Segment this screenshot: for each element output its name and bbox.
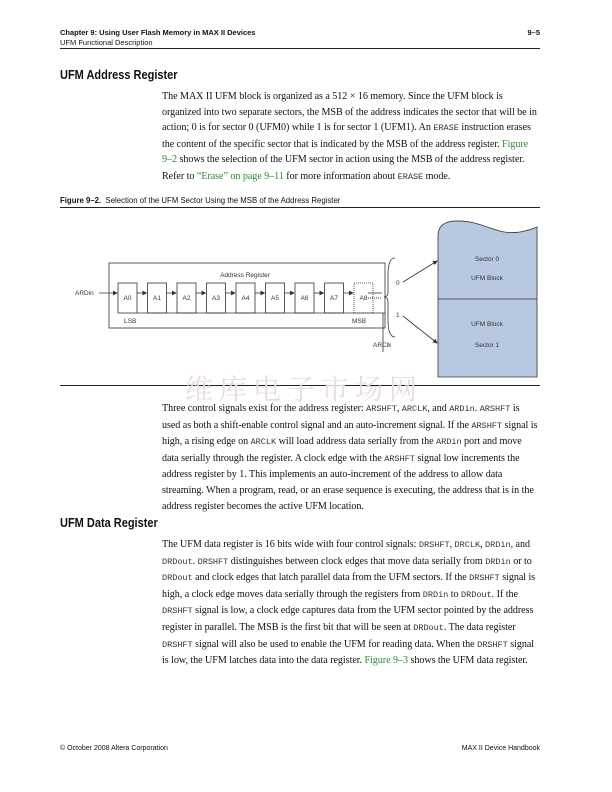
register-cell-label: A0 — [123, 295, 132, 302]
text-run: signal is low, a clock edge captures data from the UFM sector pointed by the address register in parallel. The MSB is the first bit that will be seen at — [162, 605, 534, 633]
sector0-label: Sector 0 — [474, 256, 500, 263]
cross-reference-link[interactable]: “Erase” on page 9–11 — [196, 171, 284, 182]
text-run: is used as both a shift-enable control signal and an auto-increment signal. If the — [162, 403, 520, 431]
text-run: distinguishes between clock edges that move data serially from — [228, 555, 486, 567]
cross-reference-link[interactable]: Figure 9–2 — [162, 138, 529, 166]
text-run: . If the — [491, 588, 518, 600]
paragraph — [162, 401, 540, 514]
register-cell-label: A2 — [182, 295, 191, 302]
code-term: ERASE — [397, 172, 424, 182]
code-term: ARSHFT — [366, 404, 397, 414]
text-run: signal is high, a rising edge on — [162, 419, 538, 448]
lsb-label: LSB — [124, 318, 137, 325]
arclk-label: ARClk — [373, 342, 392, 349]
code-term: DRSHFT — [469, 573, 500, 584]
chapter-title: Chapter 9: Using User Flash Memory in MAX II Devices — [60, 28, 256, 37]
code-term: ARSHFT — [384, 453, 415, 464]
text-run: . The data register — [443, 621, 516, 633]
register-cell-label: A4 — [241, 295, 250, 302]
section-heading: UFM Data Register — [60, 516, 158, 530]
code-term: ERASE — [433, 123, 459, 134]
selector-brace — [384, 258, 395, 337]
text-run: will load address data serially from the — [276, 436, 437, 448]
code-term: DRDin — [422, 589, 449, 600]
code-term: DRSHFT — [197, 556, 229, 567]
text-run: signal is high, a clock edge moves data serially through the registers from — [162, 572, 536, 600]
page-number: 9–5 — [527, 28, 540, 37]
code-term: DRDout — [162, 556, 193, 567]
sector0-block-label: UFM Block — [471, 275, 503, 282]
text-run: Three control signals exist for the address register: — [162, 403, 367, 414]
register-cell-label: A7 — [330, 295, 338, 302]
figure-caption-text: Selection of the UFM Sector Using the MSB of the Address Register — [105, 196, 341, 205]
text-run: The MAX II UFM block is organized as a 512 × 16 memory. Since the UFM block is organized into two separate sectors, the MSB of the address indicates the sector that will be in action; 0 is for sector 0 (UFM0) while 1 is for sector 1 (UFM1). An — [162, 91, 537, 134]
text-run: mode. — [423, 171, 451, 182]
code-term: DRSHFT — [477, 639, 508, 650]
text-run: , — [480, 539, 486, 550]
code-term: ARSHFT — [471, 420, 503, 431]
text-run: , and — [427, 403, 450, 414]
code-term: DRDout — [413, 622, 444, 633]
code-term: ARSHFT — [479, 404, 511, 414]
sector1-block-label: UFM Block — [471, 321, 503, 328]
text-run: , — [449, 539, 455, 550]
code-term: DRDout — [162, 573, 193, 584]
text-run: . — [192, 555, 198, 567]
text-run: , — [396, 403, 402, 414]
register-cell-label: A5 — [271, 295, 279, 302]
text-run: The UFM data register is 16 bits wide with four control signals: — [162, 539, 419, 550]
paragraph — [162, 537, 540, 669]
section-title: UFM Functional Description — [60, 38, 153, 47]
text-run: and clock edges that latch parallel data from the UFM sectors. If the — [192, 572, 470, 584]
footer-handbook: MAX II Device Handbook — [461, 745, 540, 752]
text-run: Refer to — [162, 171, 197, 182]
watermark: 维库电子市场网 — [185, 375, 424, 406]
register-cell-label: A8 — [359, 295, 368, 302]
text-run: . — [474, 403, 480, 414]
code-term: ARDin — [436, 437, 462, 448]
text-run: or to — [510, 555, 532, 567]
text-run: to — [448, 588, 461, 600]
code-term: DRDout — [461, 589, 492, 600]
register-cell-label: A3 — [212, 295, 220, 302]
code-term: DRCLK — [454, 540, 481, 550]
register-cell-label: A1 — [153, 295, 161, 302]
text-run: shows the UFM data register. — [407, 655, 528, 667]
select-0-label: 0 — [396, 280, 400, 287]
address-register-title: Address Register — [220, 272, 270, 279]
text-run: port and move data serially through the register. A clock edge with the — [162, 436, 522, 464]
code-term: DRDin — [485, 540, 511, 550]
code-term: ARCLK — [250, 437, 277, 448]
footer-copyright: © October 2008 Altera Corporation — [60, 745, 168, 752]
text-run: shows the selection of the UFM sector in action using the MSB of the address register. — [177, 154, 525, 166]
code-term: DRSHFT — [162, 639, 193, 650]
ardin-label: ARDin — [75, 290, 94, 297]
cross-reference-link[interactable]: Figure 9–3 — [364, 655, 408, 667]
register-cell-label: A6 — [300, 295, 309, 302]
text-run: signal is low, the UFM latches data into the data register. — [162, 638, 535, 667]
text-run: for more information about — [283, 171, 398, 182]
code-term: ARDin — [449, 404, 475, 414]
figure-number: Figure 9–2. — [60, 196, 102, 205]
msb-label: MSB — [352, 318, 367, 325]
text-run: instruction erases the content of the specific sector that is indicated by the MSB of the address register. — [162, 122, 531, 150]
code-term: DRSHFT — [418, 540, 450, 550]
code-term: ARCLK — [401, 404, 428, 414]
select-1-label: 1 — [396, 312, 400, 319]
text-run: signal will also be used to enable the UFM for reading data. When the — [192, 638, 478, 650]
text-run: , and — [510, 539, 530, 550]
code-term: DRSHFT — [162, 606, 193, 617]
sector1-label: Sector 1 — [474, 342, 500, 349]
code-term: DRDin — [485, 556, 511, 567]
text-run: signal low increments the address register by 1. This implements an auto-increment of the address to allow data streaming. When a program, read, or an erase sequence is executing, the address that is in the address register becomes the active UFM location. — [162, 452, 534, 512]
section-heading: UFM Address Register — [60, 68, 178, 82]
